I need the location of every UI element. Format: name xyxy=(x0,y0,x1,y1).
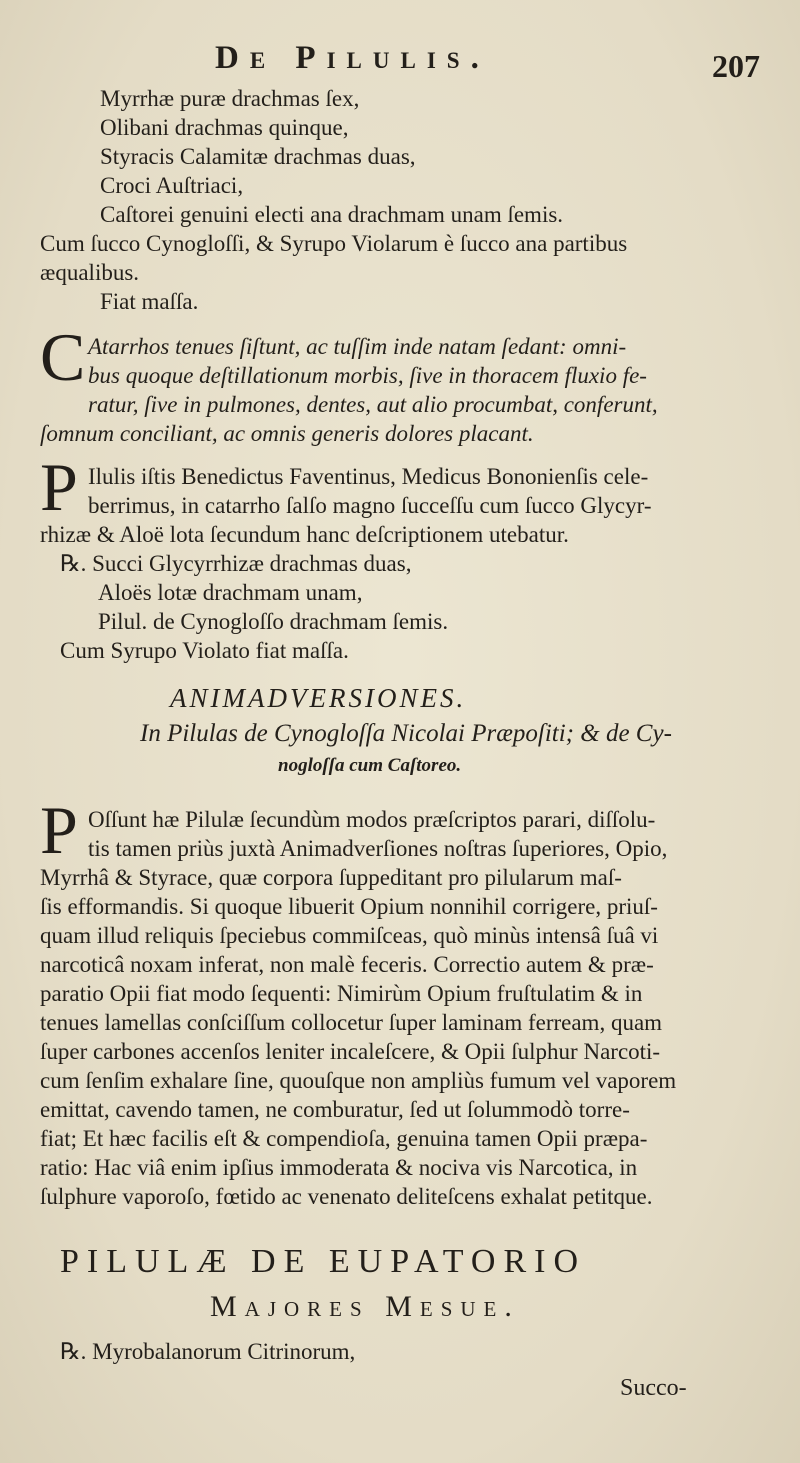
page-header xyxy=(0,40,800,90)
paragraph-line: tenues lamellas conſciſſum collocetur ſuper laminam ferream, quam xyxy=(40,1010,663,1035)
page-number: 207 xyxy=(712,48,760,84)
recipe-line: ℞. Succi Glycyrrhizæ drachmas duas, xyxy=(60,551,412,576)
paragraph-line: ſis efformandis. Si quoque libuerit Opium nonnihil corrigere, priuſ- xyxy=(40,894,658,919)
running-title: De Pilulis. xyxy=(215,40,490,76)
paragraph-line: ratio: Hac viâ enim ipſius immoderata & nociva vis Narcotica, in xyxy=(40,1155,638,1180)
paragraph-line: ſulphure vaporoſo, fœtido ac venenato deliteſcens exhalat petitque. xyxy=(40,1184,653,1209)
recipe-line: ℞. Myrobalanorum Citrinorum, xyxy=(60,1339,356,1364)
section-subtitle: Majores Mesue. xyxy=(210,1290,520,1323)
paragraph-line: Ilulis iſtis Benedictus Faventinus, Medicus Bononienſis cele- xyxy=(88,464,649,489)
paragraph-line: quam illud reliquis ſpeciebus commiſceas, quò minùs intensâ ſuâ vi xyxy=(40,923,659,948)
paragraph-line: fiat; Et hæc facilis eſt & compendioſa, genuina tamen Opii præpa- xyxy=(40,1126,648,1151)
paragraph-line: Atarrhos tenues ſiſtunt, ac tuſſim inde natam ſedant: omni- xyxy=(88,334,627,359)
paragraph-line: cum ſenſim exhalare ſine, quouſque non ampliùs fumum vel vaporem xyxy=(40,1068,677,1093)
paragraph-line: paratio Opii fiat modo ſequenti: Nimirùm Opium fruſtulatim & in xyxy=(40,981,643,1006)
recipe-line: Olibani drachmas quinque, xyxy=(100,115,349,140)
drop-cap: P xyxy=(40,792,78,868)
recipe-line: Cum Syrupo Violato fiat maſſa. xyxy=(60,638,349,663)
paragraph-line: tis tamen priùs juxtà Animadverſiones noſtras ſuperiores, Opio, xyxy=(88,836,668,861)
paragraph-line: ſomnum conciliant, ac omnis generis dolores placant. xyxy=(40,421,534,446)
paragraph-line: emittat, cavendo tamen, ne comburatur, ſed ut ſolummodò torre- xyxy=(40,1097,630,1122)
drop-cap: P xyxy=(40,449,78,525)
catchword: Succo- xyxy=(620,1375,687,1401)
recipe-line: Caſtorei genuini electi ana drachmam unam ſemis. xyxy=(100,202,564,227)
paragraph-line: berrimus, in catarrho ſalſo magno ſucceſſu cum ſucco Glycyr- xyxy=(88,493,652,518)
section-subheading: In Pilulas de Cynogloſſa Nicolai Præpoſiti; & de Cy- xyxy=(140,720,672,747)
recipe-line: Pilul. de Cynogloſſo drachmam ſemis. xyxy=(98,609,449,634)
paragraph-line: narcoticâ noxam inferat, non malè feceris. Correctio autem & præ- xyxy=(40,952,654,977)
drop-cap: C xyxy=(40,319,86,395)
recipe-line: æqualibus. xyxy=(40,260,140,285)
recipe-line: Styracis Calamitæ drachmas duas, xyxy=(100,144,416,169)
paragraph-line: Oſſunt hæ Pilulæ ſecundùm modos præſcriptos parari, diſſolu- xyxy=(88,807,656,832)
section-title: PILULÆ DE EUPATORIO xyxy=(60,1243,587,1280)
recipe-line: Myrrhæ puræ drachmas ſex, xyxy=(100,86,360,111)
paragraph-line: ſuper carbones accenſos leniter incaleſcere, & Opii ſulphur Narcoti- xyxy=(40,1039,661,1064)
section-subheading: nogloſſa cum Caſtoreo. xyxy=(278,755,462,776)
recipe-line: Aloës lotæ drachmam unam, xyxy=(98,580,363,605)
recipe-line: Cum ſucco Cynogloſſi, & Syrupo Violarum è ſucco ana partibus xyxy=(40,231,628,256)
recipe-line: Croci Auſtriaci, xyxy=(100,173,244,198)
section-heading: ANIMADVERSIONES. xyxy=(170,683,467,713)
paragraph-line: bus quoque deſtillationum morbis, ſive in thoracem fluxio fe- xyxy=(88,363,647,388)
paragraph-line: Myrrhâ & Styrace, quæ corpora ſuppeditant pro pilularum maſ- xyxy=(40,865,622,890)
paragraph-line: ratur, ſive in pulmones, dentes, aut alio procumbat, conferunt, xyxy=(88,392,658,417)
paragraph-line: rhizæ & Aloë lota ſecundum hanc deſcriptionem utebatur. xyxy=(40,522,569,547)
recipe-line: Fiat maſſa. xyxy=(100,289,199,314)
